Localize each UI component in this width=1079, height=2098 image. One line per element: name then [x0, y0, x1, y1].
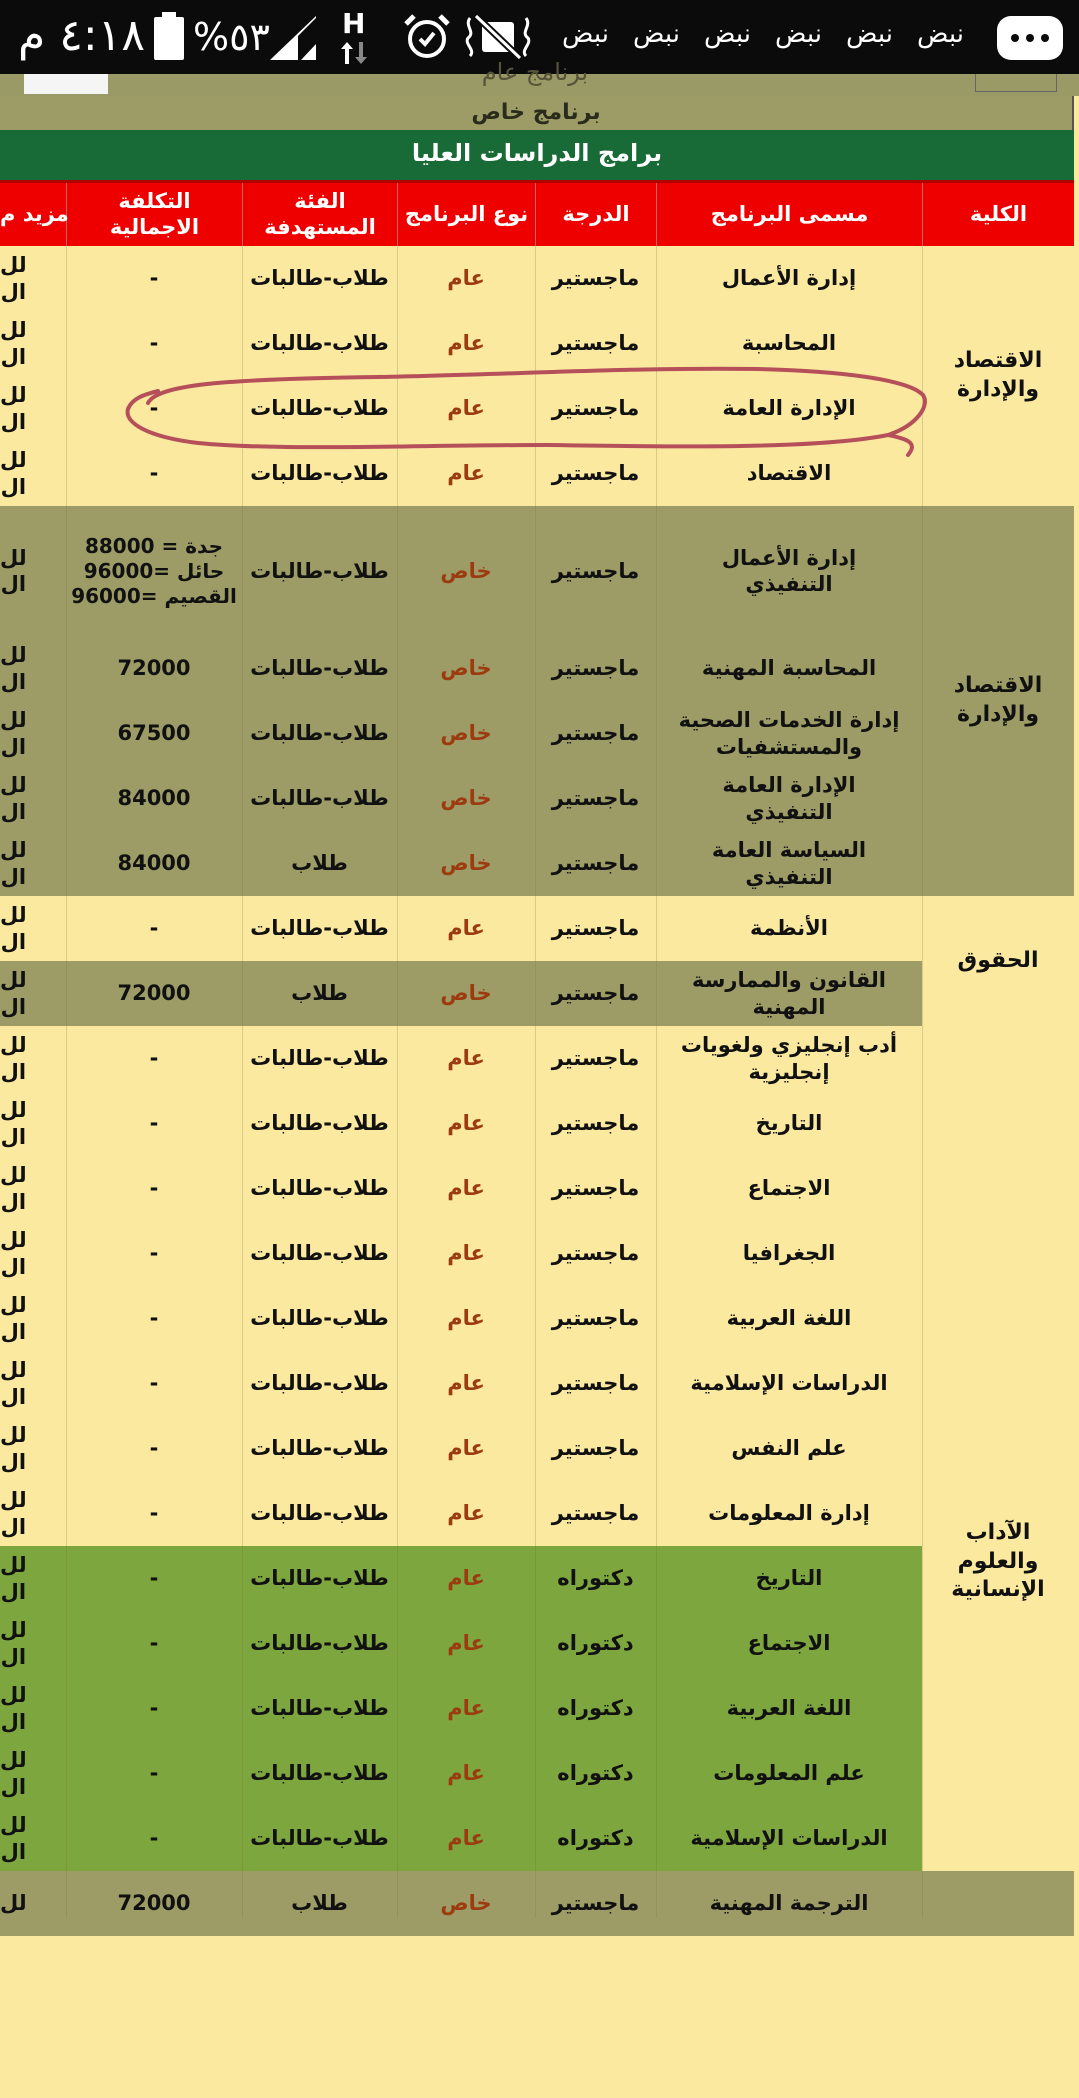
cell-cost: - — [149, 1631, 159, 1656]
cell-more[interactable]: لل ال — [0, 903, 27, 954]
cell-program: الإدارة العامة — [722, 396, 856, 421]
cut-off-button[interactable] — [975, 74, 1057, 92]
cell-program: التاريخ — [755, 1111, 823, 1136]
cell-more[interactable]: لل ال — [0, 1098, 27, 1149]
faculty-cell: الآداب والعلوم الإنسانية — [951, 1520, 1045, 1603]
table-row — [0, 896, 922, 961]
table-row — [0, 766, 1074, 831]
cell-cost: - — [149, 1696, 159, 1721]
cell-type: عام — [447, 266, 485, 291]
cell-audience: طلاب-طالبات — [250, 721, 389, 746]
cell-program: علم المعلومات — [713, 1761, 865, 1786]
cell-degree: ماجستير — [551, 1046, 640, 1071]
cell-more[interactable]: لل ال — [0, 383, 27, 434]
cell-program: الترجمة المهنية — [709, 1891, 869, 1916]
cell-degree: دكتوراه — [557, 1566, 634, 1591]
cell-audience: طلاب-طالبات — [250, 396, 389, 421]
table-row — [0, 831, 1074, 896]
cell-type: عام — [447, 1826, 485, 1851]
cell-cost: - — [149, 396, 159, 421]
section-title-bar — [0, 130, 1074, 180]
cell-audience: طلاب-طالبات — [250, 1696, 389, 1721]
cell-cost: 84000 — [117, 786, 191, 811]
cell-program: المحاسبة — [741, 331, 837, 356]
cell-program: إدارة الخدمات الصحية والمستشفيات — [678, 708, 900, 759]
header-more: مزيد م — [0, 201, 69, 226]
table-row — [0, 1481, 922, 1546]
cell-program: الاجتماع — [747, 1176, 831, 1201]
cell-cost: - — [149, 1566, 159, 1591]
private-program-text: برنامج خاص — [471, 100, 601, 125]
cell-audience: طلاب-طالبات — [250, 656, 389, 681]
cell-cost: - — [149, 1436, 159, 1461]
header-program: مسمى البرنامج — [656, 183, 922, 246]
notification-item[interactable]: نبض — [704, 19, 751, 49]
cell-cost: - — [149, 1826, 159, 1851]
table-row — [0, 1871, 1074, 1936]
cell-cost: - — [149, 1176, 159, 1201]
cell-type: خاص — [440, 786, 492, 811]
cell-type: عام — [447, 916, 485, 941]
cell-degree: ماجستير — [551, 916, 640, 941]
column-divider — [535, 246, 536, 1918]
cut-off-title: برنامج عام — [481, 58, 589, 86]
table-row — [0, 1416, 922, 1481]
cell-more[interactable]: لل ال — [0, 1033, 27, 1084]
header-audience: الفئة المستهدفة — [242, 183, 397, 246]
section-title: برامج الدراسات العليا — [411, 139, 663, 167]
cell-cost: 67500 — [117, 721, 191, 746]
cell-more[interactable]: لل ال — [0, 1423, 27, 1474]
cell-degree: ماجستير — [551, 266, 640, 291]
cell-cost: - — [149, 266, 159, 291]
cell-degree: ماجستير — [551, 786, 640, 811]
scrolled-header-strip — [0, 58, 1079, 96]
table-row — [0, 376, 922, 441]
table-row — [0, 961, 922, 1026]
cell-more[interactable]: لل ال — [0, 708, 27, 759]
cell-degree: دكتوراه — [557, 1826, 634, 1851]
network-type-label: H — [342, 7, 366, 40]
cell-program: الإدارة العامة التنفيذي — [722, 773, 856, 824]
cell-degree: ماجستير — [551, 656, 640, 681]
faculty-cell: الاقتصاد والإدارة — [953, 348, 1043, 402]
notification-item[interactable]: نبض — [562, 19, 609, 49]
cell-cost: - — [149, 1306, 159, 1331]
cell-type: خاص — [440, 656, 492, 681]
signal-icon — [268, 14, 318, 62]
cell-type: عام — [447, 1761, 485, 1786]
cell-audience: طلاب-طالبات — [250, 1176, 389, 1201]
cell-audience: طلاب — [291, 981, 348, 1006]
cell-audience: طلاب-طالبات — [250, 1761, 389, 1786]
cell-program: السياسة العامة التنفيذي — [711, 838, 867, 889]
table-row — [0, 441, 922, 506]
cell-audience: طلاب-طالبات — [250, 1566, 389, 1591]
notification-item[interactable]: نبض — [775, 19, 822, 49]
cell-more[interactable]: لل ال — [0, 1553, 27, 1604]
cell-more[interactable]: لل ال — [0, 253, 27, 304]
cell-degree: ماجستير — [551, 1371, 640, 1396]
cell-audience: طلاب-طالبات — [250, 1111, 389, 1136]
cell-degree: ماجستير — [551, 1306, 640, 1331]
cell-more[interactable]: لل ال — [0, 1358, 27, 1409]
cell-cost: - — [149, 1761, 159, 1786]
cell-cost: - — [149, 1241, 159, 1266]
table-row — [0, 311, 922, 376]
cell-degree: دكتوراه — [557, 1696, 634, 1721]
cell-cost: 72000 — [117, 1891, 191, 1916]
cell-audience: طلاب — [291, 1891, 348, 1916]
table-header — [0, 180, 1074, 246]
cell-audience: طلاب-طالبات — [250, 1826, 389, 1851]
cell-audience: طلاب — [291, 851, 348, 876]
table-row — [0, 701, 1074, 766]
faculty-cell: الحقوق — [957, 947, 1039, 973]
cell-type: عام — [447, 1306, 485, 1331]
header-type: نوع البرنامج — [397, 183, 535, 246]
notification-item[interactable]: نبض — [633, 19, 680, 49]
table-row — [0, 1091, 922, 1156]
cell-cost: - — [149, 1501, 159, 1526]
cell-more[interactable]: لل — [0, 1891, 27, 1916]
cell-more[interactable]: لل ال — [0, 1748, 27, 1799]
cell-type: عام — [447, 396, 485, 421]
cell-audience: طلاب-طالبات — [250, 1046, 389, 1071]
cell-program: إدارة المعلومات — [708, 1501, 870, 1526]
cell-more[interactable]: لل ال — [0, 968, 27, 1019]
cell-type: خاص — [440, 1891, 492, 1916]
column-divider — [242, 246, 243, 1918]
cell-audience: طلاب-طالبات — [250, 1501, 389, 1526]
column-divider — [656, 246, 657, 1918]
cell-degree: دكتوراه — [557, 1631, 634, 1656]
cell-program: اللغة العربية — [726, 1306, 852, 1331]
cell-degree: ماجستير — [551, 1111, 640, 1136]
cell-cost: 72000 — [117, 656, 191, 681]
cell-program: إدارة الأعمال التنفيذي — [721, 545, 857, 596]
cell-program: الاقتصاد — [746, 461, 832, 486]
cell-program: المحاسبة المهنية — [701, 656, 877, 681]
cell-program: أدب إنجليزي ولغويات إنجليزية — [680, 1033, 898, 1084]
programs-table — [0, 180, 1074, 1918]
cell-more[interactable]: لل ال — [0, 1163, 27, 1214]
cell-program: التاريخ — [755, 1566, 823, 1591]
cell-type: عام — [447, 461, 485, 486]
cell-cost: - — [149, 331, 159, 356]
cell-cost: 72000 — [117, 981, 191, 1006]
battery-icon — [152, 12, 186, 60]
cell-type: عام — [447, 1176, 485, 1201]
table-row — [0, 636, 1074, 701]
cell-program: اللغة العربية — [726, 1696, 852, 1721]
cell-audience: طلاب-طالبات — [250, 461, 389, 486]
table-row — [0, 1676, 922, 1741]
cell-type: عام — [447, 1046, 485, 1071]
cell-degree: ماجستير — [551, 396, 640, 421]
cell-type: عام — [447, 331, 485, 356]
table-row — [0, 1611, 922, 1676]
cell-cost: جدة = 88000 حائل =96000 القصيم =96000 — [71, 533, 237, 608]
cell-more[interactable]: لل ال — [0, 1683, 27, 1734]
cell-program: الدراسات الإسلامية — [690, 1826, 888, 1851]
cell-program: الأنظمة — [750, 916, 828, 941]
cell-type: عام — [447, 1696, 485, 1721]
cell-cost: - — [149, 461, 159, 486]
cell-type: خاص — [440, 721, 492, 746]
cell-program: الدراسات الإسلامية — [690, 1371, 888, 1396]
table-row — [0, 1156, 922, 1221]
header-cost: التكلفة الاجمالية — [66, 183, 242, 246]
cell-type: خاص — [440, 558, 492, 583]
cell-more[interactable]: لل ال — [0, 773, 27, 824]
cell-type: عام — [447, 1436, 485, 1461]
cell-cost: - — [149, 1046, 159, 1071]
cell-program: الاجتماع — [747, 1631, 831, 1656]
cell-audience: طلاب-طالبات — [250, 1371, 389, 1396]
cell-audience: طلاب-طالبات — [250, 1306, 389, 1331]
column-divider — [66, 246, 67, 1918]
cell-cost: - — [149, 916, 159, 941]
cell-more[interactable]: لل ال — [0, 1618, 27, 1669]
table-row — [0, 1546, 922, 1611]
private-program-label — [0, 96, 1074, 130]
notification-item[interactable]: نبض — [917, 19, 964, 49]
cell-type: عام — [447, 1501, 485, 1526]
cell-degree: ماجستير — [551, 1241, 640, 1266]
cell-degree: ماجستير — [551, 1436, 640, 1461]
cell-program: الجغرافيا — [742, 1241, 836, 1266]
cell-audience: طلاب-طالبات — [250, 558, 389, 583]
table-row — [0, 246, 922, 311]
cell-more[interactable]: لل ال — [0, 1813, 27, 1864]
cell-degree: ماجستير — [551, 721, 640, 746]
cell-more[interactable]: لل ال — [0, 318, 27, 369]
cell-degree: ماجستير — [551, 1891, 640, 1916]
cell-audience: طلاب-طالبات — [250, 266, 389, 291]
cell-more[interactable]: لل ال — [0, 1228, 27, 1279]
cell-audience: طلاب-طالبات — [250, 1241, 389, 1266]
table-row — [0, 1026, 922, 1091]
cell-cost: - — [149, 1371, 159, 1396]
table-row — [0, 1806, 922, 1871]
clock: ٤:١٨ م — [18, 10, 145, 61]
cell-cost: 84000 — [117, 851, 191, 876]
cell-type: عام — [447, 1631, 485, 1656]
mute-icon — [462, 14, 534, 60]
cell-degree: ماجستير — [551, 981, 640, 1006]
cell-degree: ماجستير — [551, 558, 640, 583]
cell-degree: ماجستير — [551, 331, 640, 356]
cell-more[interactable]: لل ال — [0, 643, 27, 694]
table-row — [0, 506, 1074, 636]
cell-audience: طلاب-طالبات — [250, 1436, 389, 1461]
cell-audience: طلاب-طالبات — [250, 916, 389, 941]
cell-degree: دكتوراه — [557, 1761, 634, 1786]
cell-program: علم النفس — [731, 1436, 847, 1461]
header-degree: الدرجة — [535, 183, 656, 246]
table-row — [0, 1351, 922, 1416]
cell-audience: طلاب-طالبات — [250, 1631, 389, 1656]
cell-more[interactable]: لل ال — [0, 838, 27, 889]
cell-program: إدارة الأعمال — [721, 266, 857, 291]
cell-more[interactable]: لل ال — [0, 1293, 27, 1344]
header-faculty: الكلية — [922, 183, 1074, 246]
cell-program: القانون والممارسة المهنية — [691, 968, 887, 1019]
battery-percent: %٥٣ — [193, 15, 270, 59]
cell-type: خاص — [440, 851, 492, 876]
cell-type: عام — [447, 1111, 485, 1136]
notification-item[interactable]: نبض — [846, 19, 893, 49]
cell-more[interactable]: لل ال — [0, 1488, 27, 1539]
cell-degree: ماجستير — [551, 1176, 640, 1201]
cell-degree: ماجستير — [551, 1501, 640, 1526]
cell-audience: طلاب-طالبات — [250, 331, 389, 356]
cell-type: عام — [447, 1566, 485, 1591]
faculty-cell: الاقتصاد والإدارة — [953, 673, 1043, 727]
more-icon[interactable] — [997, 16, 1063, 60]
alarm-icon — [402, 12, 452, 62]
cell-degree: ماجستير — [551, 851, 640, 876]
cell-cost: - — [149, 1111, 159, 1136]
cell-more[interactable]: لل ال — [0, 545, 27, 596]
cell-degree: ماجستير — [551, 461, 640, 486]
column-divider — [397, 246, 398, 1918]
table-row — [0, 1286, 922, 1351]
cell-type: خاص — [440, 981, 492, 1006]
table-row — [0, 1741, 922, 1806]
cell-more[interactable]: لل ال — [0, 448, 27, 499]
cell-type: عام — [447, 1371, 485, 1396]
table-row — [0, 1221, 922, 1286]
cell-type: عام — [447, 1241, 485, 1266]
cell-audience: طلاب-طالبات — [250, 786, 389, 811]
